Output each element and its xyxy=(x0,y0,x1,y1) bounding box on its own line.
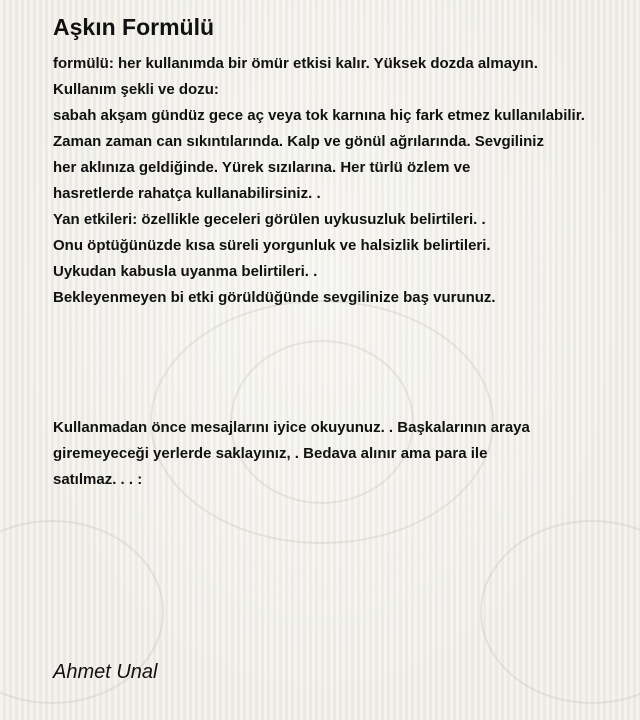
poem-line: Yan etkileri: özellikle geceleri görülen uykusuzluk belirtileri. . xyxy=(53,211,486,228)
author-name: Ahmet Unal xyxy=(53,661,158,683)
poem-line: Kullanmadan önce mesajlarını iyice okuyunuz. . Başkalarının araya xyxy=(53,419,530,436)
poem-line: Uykudan kabusla uyanma belirtileri. . xyxy=(53,263,318,280)
poem-line: sabah akşam gündüz gece aç veya tok karnına hiç fark etmez kullanılabilir. xyxy=(53,107,585,124)
stanza-spacer xyxy=(53,311,633,415)
poem-line: giremeyeceği yerlerde saklayınız, . Bedava alınır ama para ile xyxy=(53,445,488,462)
poem-line: Onu öptüğünüzde kısa süreli yorgunluk ve halsizlik belirtileri. xyxy=(53,237,491,254)
stanza-1 xyxy=(53,51,633,311)
stanza-2 xyxy=(53,415,633,493)
background-ornament xyxy=(480,520,640,704)
poem-line: satılmaz. . . : xyxy=(53,471,143,488)
poem-line: formülü: her kullanımda bir ömür etkisi kalır. Yüksek dozda almayın. xyxy=(53,55,538,72)
poem-line: her aklınıza geldiğinde. Yürek sızılarına. Her türlü özlem ve xyxy=(53,159,471,176)
poem-line: Kullanım şekli ve dozu: xyxy=(53,81,219,98)
poem-line: hasretlerde rahatça kullanabilirsiniz. . xyxy=(53,185,321,202)
poem-line: Zaman zaman can sıkıntılarında. Kalp ve gönül ağrılarında. Sevgiliniz xyxy=(53,133,544,150)
poem-line: Bekleyenmeyen bi etki görüldüğünde sevgilinize baş vurunuz. xyxy=(53,289,496,306)
poem-body xyxy=(53,51,633,493)
poem-title: Aşkın Formülü xyxy=(53,14,215,40)
